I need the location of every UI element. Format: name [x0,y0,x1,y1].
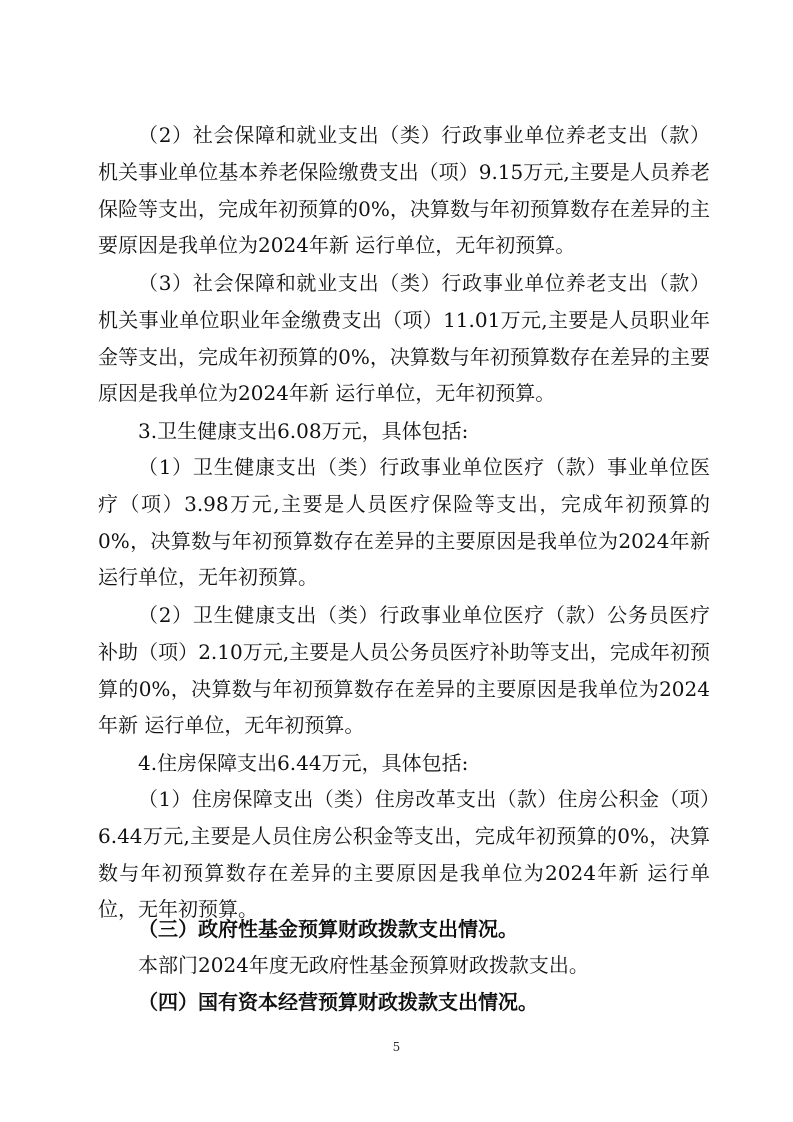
paragraph-health-medical: （1）卫生健康支出（类）行政事业单位医疗（款）事业单位医疗（项）3.98万元,主要是人员医疗保险等支出，完成年初预算的0%，决算数与年初预算数存在差异的主要原因是我单位为2024年新 运行单位，无年初预算。 [98,455,710,590]
paragraph-government-fund: 本部门2024年度无政府性基金预算财政拨款支出。 [138,953,589,977]
paragraph-health-total: 3.卫生健康支出6.08万元，具体包括: [138,419,469,443]
paragraph-housing-total: 4.住房保障支出6.44万元，具体包括: [138,751,469,775]
section-heading-government-fund: （三）政府性基金预算财政拨款支出情况。 [138,917,518,941]
paragraph-social-security-pension: （2）社会保障和就业支出（类）行政事业单位养老支出（款）机关事业单位基本养老保险缴费支出（项）9.15万元,主要是人员养老保险等支出，完成年初预算的0%，决算数与年初预算数存在差异的主要原因是我单位为2024年新 运行单位，无年初预算。 [98,123,710,258]
section-heading-state-capital: （四）国有资本经营预算财政拨款支出情况。 [138,990,538,1014]
paragraph-housing-fund: （1）住房保障支出（类）住房改革支出（款）住房公积金（项）6.44万元,主要是人员住房公积金等支出，完成年初预算的0%，决算数与年初预算数存在差异的主要原因是我单位为2024年新 运行单位，无年初预算。 [98,787,710,922]
page-number: 5 [392,1040,401,1054]
paragraph-social-security-annuity: （3）社会保障和就业支出（类）行政事业单位养老支出（款）机关事业单位职业年金缴费支出（项）11.01万元,主要是人员职业年金等支出，完成年初预算的0%，决算数与年初预算数存在差异的主要原因是我单位为2024年新 运行单位，无年初预算。 [98,271,710,406]
paragraph-health-civil-servant: （2）卫生健康支出（类）行政事业单位医疗（款）公务员医疗补助（项）2.10万元,主要是人员公务员医疗补助等支出，完成年初预算的0%，决算数与年初预算数存在差异的主要原因是我单位为2024年新 运行单位，无年初预算。 [98,603,710,738]
